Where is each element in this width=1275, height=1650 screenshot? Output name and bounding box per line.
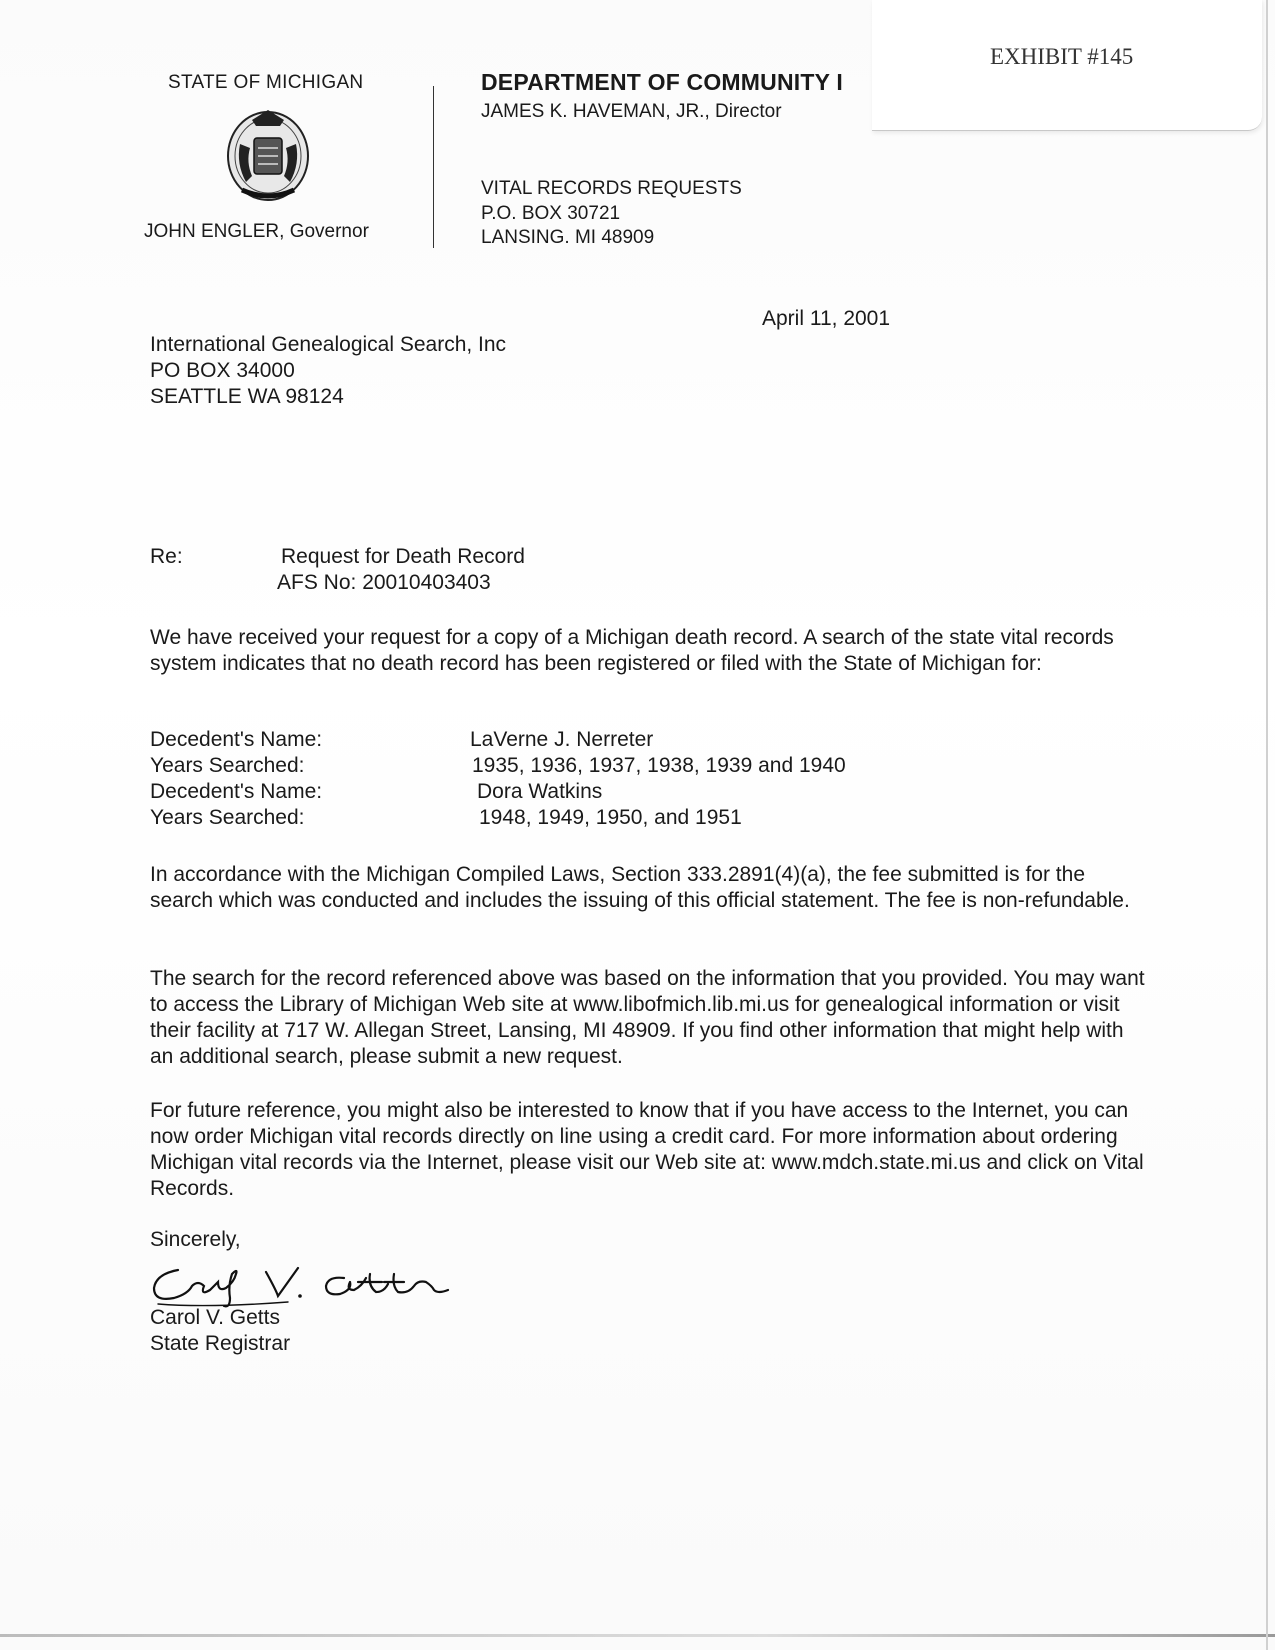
afs-number: AFS No: 20010403403 [277, 571, 491, 594]
governor-name: JOHN ENGLER, Governor [144, 221, 369, 242]
signature-image [148, 1252, 478, 1312]
address-line: LANSING. MI 48909 [481, 227, 655, 248]
record-label: Years Searched: [150, 806, 305, 829]
state-name: STATE OF MICHIGAN [168, 72, 364, 93]
record-label: Decedent's Name: [150, 728, 323, 751]
letter-date: April 11, 2001 [762, 307, 891, 330]
re-label: Re: [150, 545, 183, 568]
intro-paragraph: We have received your request for a copy of a Michigan death record. A search of the state vital records system indicates that no death record has been registered or filed with the State of Michigan for: [150, 626, 1114, 675]
future-reference-paragraph: For future reference, you might also be interested to know that if you have access to the Internet, you can now order Michigan vital records directly on line using a credit card. For more information about ordering Michigan vital records via the Internet, please visit our Web site at: www.mdch.state.mi.us and click on Vital Records. [150, 1099, 1144, 1200]
record-label: Years Searched: [150, 754, 305, 777]
exhibit-label: EXHIBIT #145 [990, 44, 1134, 69]
recipient-line: PO BOX 34000 [150, 359, 295, 382]
michigan-seal-icon [222, 104, 314, 204]
address-line: VITAL RECORDS REQUESTS [481, 178, 742, 199]
director-name: JAMES K. HAVEMAN, JR., Director [481, 101, 782, 122]
re-subject: Request for Death Record [281, 545, 525, 568]
address-line: P.O. BOX 30721 [481, 203, 621, 224]
fee-paragraph: In accordance with the Michigan Compiled Laws, Section 333.2891(4)(a), the fee submitted is for the search which was conducted and includes the issuing of this official statement. The fee is non-refundable. [150, 863, 1130, 912]
salutation: Sincerely, [150, 1228, 241, 1251]
record-value: 1948, 1949, 1950, and 1951 [479, 806, 742, 829]
recipient-line: SEATTLE WA 98124 [150, 385, 344, 408]
record-label: Decedent's Name: [150, 780, 323, 803]
department-name: DEPARTMENT OF COMMUNITY I [481, 69, 843, 95]
scan-edge [1266, 0, 1268, 1650]
record-value: 1935, 1936, 1937, 1938, 1939 and 1940 [472, 754, 846, 777]
search-paragraph: The search for the record referenced above was based on the information that you provided. You may want to access the Library of Michigan Web site at www.libofmich.lib.mi.us for genealogical information or visit their facility at 717 W. Allegan Street, Lansing, MI 48909. If you find other information that might help with an additional search, please submit a new request. [150, 967, 1145, 1068]
record-value: LaVerne J. Nerreter [470, 728, 654, 751]
recipient-line: International Genealogical Search, Inc [150, 333, 507, 356]
scan-edge [0, 1634, 1275, 1637]
letterhead-divider [433, 86, 434, 248]
signer-name: Carol V. Getts [150, 1306, 280, 1329]
record-value: Dora Watkins [477, 780, 603, 803]
signer-title: State Registrar [150, 1332, 291, 1355]
